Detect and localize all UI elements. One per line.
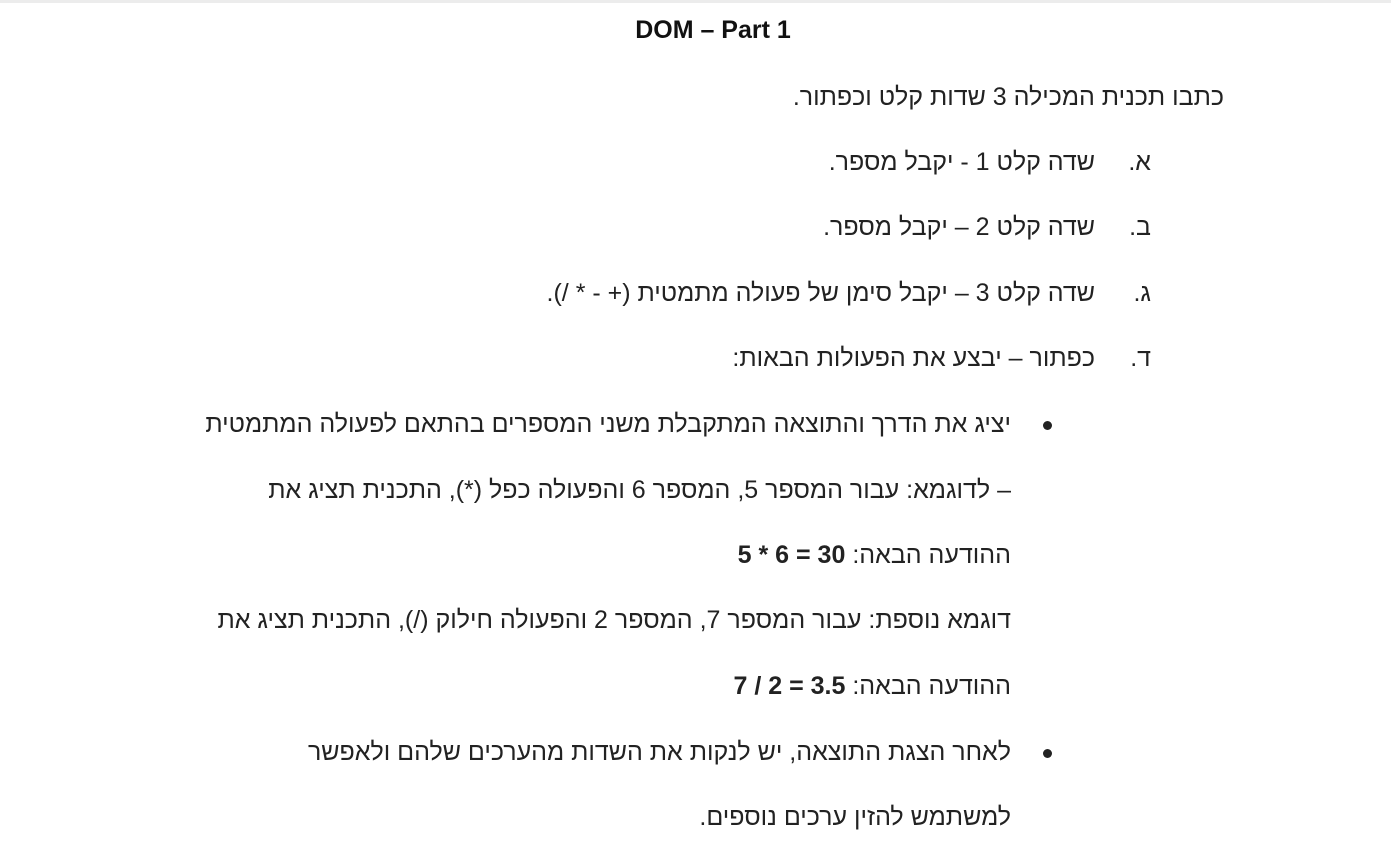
page-title: DOM – Part 1 xyxy=(635,16,791,44)
list-item-text: שדה קלט 2 – יקבל מספר. xyxy=(823,213,1095,241)
example-label: ההודעה הבאה: xyxy=(852,541,1011,569)
bullet-1-line-2: – לדוגמא: עבור המספר 5, המספר 6 והפעולה כפל (*), התכנית תציג את xyxy=(268,476,1011,504)
example-label: ההודעה הבאה: xyxy=(852,672,1011,700)
list-marker: ד. xyxy=(1130,344,1151,372)
top-rule xyxy=(0,0,1391,3)
list-item xyxy=(451,341,1151,375)
example-result: 7 / 2 = 3.5 xyxy=(733,672,846,700)
list-item xyxy=(451,276,1151,310)
list-item xyxy=(451,210,1151,244)
list-item xyxy=(451,145,1151,179)
bullet-1-line-4: דוגמא נוספת: עבור המספר 7, המספר 2 והפעולה חילוק (/), התכנית תציג את xyxy=(217,606,1011,634)
bullet-1-line-5 xyxy=(733,669,1011,703)
bullet-icon xyxy=(1043,421,1052,430)
list-marker: ב. xyxy=(1129,213,1151,241)
bullet-1-line-1: יציג את הדרך והתוצאה המתקבלת משני המספרים בהתאם לפעולה המתמטית xyxy=(205,410,1011,438)
list-item-text: שדה קלט 1 - יקבל מספר. xyxy=(828,148,1095,176)
bullet-icon xyxy=(1043,749,1052,758)
bullet-2-line-2: למשתמש להזין ערכים נוספים. xyxy=(699,803,1011,831)
bullet-2-line-1: לאחר הצגת התוצאה, יש לנקות את השדות מהערכים שלהם ולאפשר xyxy=(307,738,1011,766)
list-marker: ג. xyxy=(1133,279,1151,307)
list-item-text: שדה קלט 3 – יקבל סימן של פעולה מתמטית (+ - * /). xyxy=(546,279,1095,307)
bullet-1-line-3 xyxy=(738,538,1011,572)
example-result: 5 * 6 = 30 xyxy=(737,541,846,569)
intro-text: כתבו תכנית המכילה 3 שדות קלט וכפתור. xyxy=(792,83,1224,111)
list-marker: א. xyxy=(1128,148,1151,176)
list-item-text: כפתור – יבצע את הפעולות הבאות: xyxy=(732,344,1095,372)
